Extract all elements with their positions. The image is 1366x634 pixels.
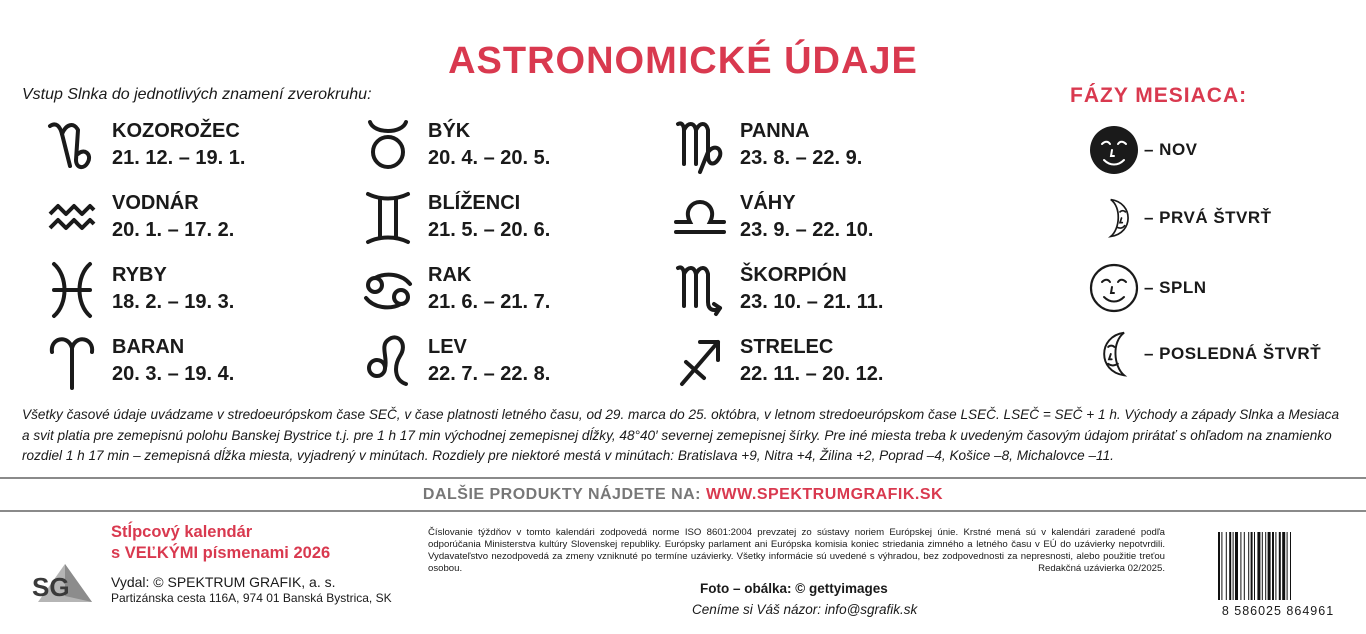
barcode-bar [1235,532,1238,600]
barcode-bar [1275,532,1276,600]
capricorn-icon [46,116,98,176]
phase-label: – POSLEDNÁ ŠTVRŤ [1144,344,1322,363]
sign-pisces [46,260,234,320]
aquarius-icon [46,188,98,248]
barcode-bar [1251,532,1253,600]
product-name [111,522,330,564]
products-label: DALŠIE PRODUKTY NÁJDETE NA: [422,486,706,503]
barcode-bar [1282,532,1285,600]
sign-name: LEV [428,336,467,358]
barcode-bar [1226,532,1227,600]
pisces-icon [46,260,98,320]
sign-dates: 21. 6. – 21. 7. [428,291,551,313]
sign-scorpio [674,260,883,320]
sign-dates: 23. 10. – 21. 11. [740,291,884,313]
sagittarius-icon [674,332,726,392]
barcode-bar [1290,532,1291,600]
barcode-bar [1229,532,1231,600]
sign-name: KOZOROŽEC [112,120,240,142]
sign-dates: 21. 12. – 19. 1. [112,147,246,169]
divider [0,477,1366,479]
publisher-logo [30,562,100,606]
taurus-icon [362,116,414,176]
libra-icon [674,188,726,248]
barcode [1218,532,1336,600]
new-moon-icon [1088,124,1140,176]
barcode-bar [1279,532,1281,600]
products-link[interactable]: WWW.SPEKTRUMGRAFIK.SK [705,486,944,503]
sign-cancer [362,260,550,320]
sign-name: RAK [428,264,472,286]
sign-name: BÝK [428,120,471,142]
gemini-icon [362,188,414,248]
barcode-bar [1248,532,1249,600]
divider [0,510,1366,512]
legal-note: Číslovanie týždňov v tomto kalendári zodpovedá norme ISO 8601:2004 prevzatej zo sústavy noriem Európskej únie. Krstné mená sú v kalendári zaradené podľa odporúčania Ministerstva kultúry Slovenskej republiky. Európsky parlament ani Európska komisia koniec striedania zimného a letného času v EÚ do uzávierky nepotvrdili. Vydavateľstvo nezodpovedá za zmeny vzniknuté po termíne uzávierky. Všetky informácie sú uvedené s výhradou, bez zodpovednosti za nepresnosti, alebo použitie treťou osobou. [428,527,1165,574]
phase-label: – NOV [1144,140,1198,159]
cancer-icon [362,260,414,320]
first-quarter-icon [1100,192,1140,244]
phase-label: – SPLN [1144,278,1207,297]
sign-dates: 20. 3. – 19. 4. [112,363,235,385]
barcode-bar [1265,532,1266,600]
sign-sagittarius [674,332,883,392]
phase-last-quarter [1094,328,1321,380]
barcode-number: 8 586025 864961 [1221,604,1335,618]
barcode-bar [1240,532,1241,600]
sign-dates: 23. 8. – 22. 9. [740,147,863,169]
product-name-line2: s VEĽKÝMI písmenami 2026 [111,544,331,562]
sign-name: BARAN [112,336,185,358]
sign-name: ŠKORPIÓN [740,264,847,286]
sign-leo [362,332,550,392]
phase-first-quarter [1100,192,1272,244]
sign-gemini [362,188,550,248]
barcode-bar [1262,532,1263,600]
virgo-icon [674,116,726,176]
sign-dates: 20. 4. – 20. 5. [428,147,551,169]
editorial-deadline: Redakčná uzávierka 02/2025. [1038,563,1165,574]
barcode-bar [1254,532,1255,600]
scorpio-icon [674,260,726,320]
logo-text: SG [32,572,70,602]
sign-dates: 21. 5. – 20. 6. [428,219,551,241]
leo-icon [362,332,414,392]
barcode-bar [1233,532,1234,600]
phase-new-moon [1088,124,1198,176]
full-moon-icon [1088,262,1140,314]
page-title: ASTRONOMICKÉ ÚDAJE [448,40,918,82]
barcode-bar [1272,532,1274,600]
sign-dates: 23. 9. – 22. 10. [740,219,874,241]
photo-credit: Foto – obálka: © gettyimages [700,581,888,596]
barcode-bar [1257,532,1260,600]
barcode-bar [1268,532,1271,600]
phase-full-moon [1088,262,1207,314]
publisher: Vydal: © SPEKTRUM GRAFIK, a. s. [111,574,336,590]
barcode-bar [1218,532,1220,600]
sign-name: STRELEC [740,336,834,358]
sign-libra [674,188,873,248]
sign-aries [46,332,234,392]
sign-name: PANNA [740,120,810,142]
zodiac-intro: Vstup Slnka do jednotlivých znamení zverokruhu: [22,86,372,103]
publisher-address: Partizánska cesta 116A, 974 01 Banská Bystrica, SK [111,591,392,605]
phase-label: – PRVÁ ŠTVRŤ [1144,208,1272,227]
sign-virgo [674,116,862,176]
sign-name: BLÍŽENCI [428,192,521,214]
sign-dates: 18. 2. – 19. 3. [112,291,235,313]
last-quarter-icon [1094,328,1140,380]
barcode-bar [1287,532,1288,600]
contact-email: Ceníme si Váš názor: info@sgrafik.sk [692,602,918,617]
sign-aquarius [46,188,234,248]
sign-capricorn [46,116,245,176]
barcode-bar [1244,532,1245,600]
sign-name: VÁHY [740,192,796,214]
time-note: Všetky časové údaje uvádzame v stredoeurópskom čase SEČ, v čase platnosti letného času, od 29. marca do 25. októbra, v letnom stredoeurópskom čase LSEČ. LSEČ = SEČ + 1 h. Východy a západy Slnka a Mesiaca a svit platia pre zemepisnú polohu Banskej Bystrice t.j. pre 1 h 17 min východnej zemepisnej dĺžky, 48°40′ severnej zemepisnej šírky. Pre iné miesta treba k uvedeným časovým údajom prirátať s ohľadom na znamienko rozdiel 1 h 17 min – zemepisná dĺžka miesta, vyjadrený v minútach. Rozdiely pre niektoré mestá v minútach: Bratislava +9, Nitra +4, Žilina +2, Poprad –4, Košice –8, Michalovce –11. [22,407,1340,464]
product-name-line1: Stĺpcový kalendár [111,523,253,541]
sign-dates: 22. 7. – 22. 8. [428,363,551,385]
sign-taurus [362,116,550,176]
sign-dates: 20. 1. – 17. 2. [112,219,235,241]
moon-phases-title: FÁZY MESIACA: [1070,84,1248,107]
sign-name: VODNÁR [112,192,199,214]
barcode-bar [1221,532,1222,600]
sign-dates: 22. 11. – 20. 12. [740,363,884,385]
products-line [0,486,1366,504]
aries-icon [46,332,98,392]
sign-name: RYBY [112,264,167,286]
